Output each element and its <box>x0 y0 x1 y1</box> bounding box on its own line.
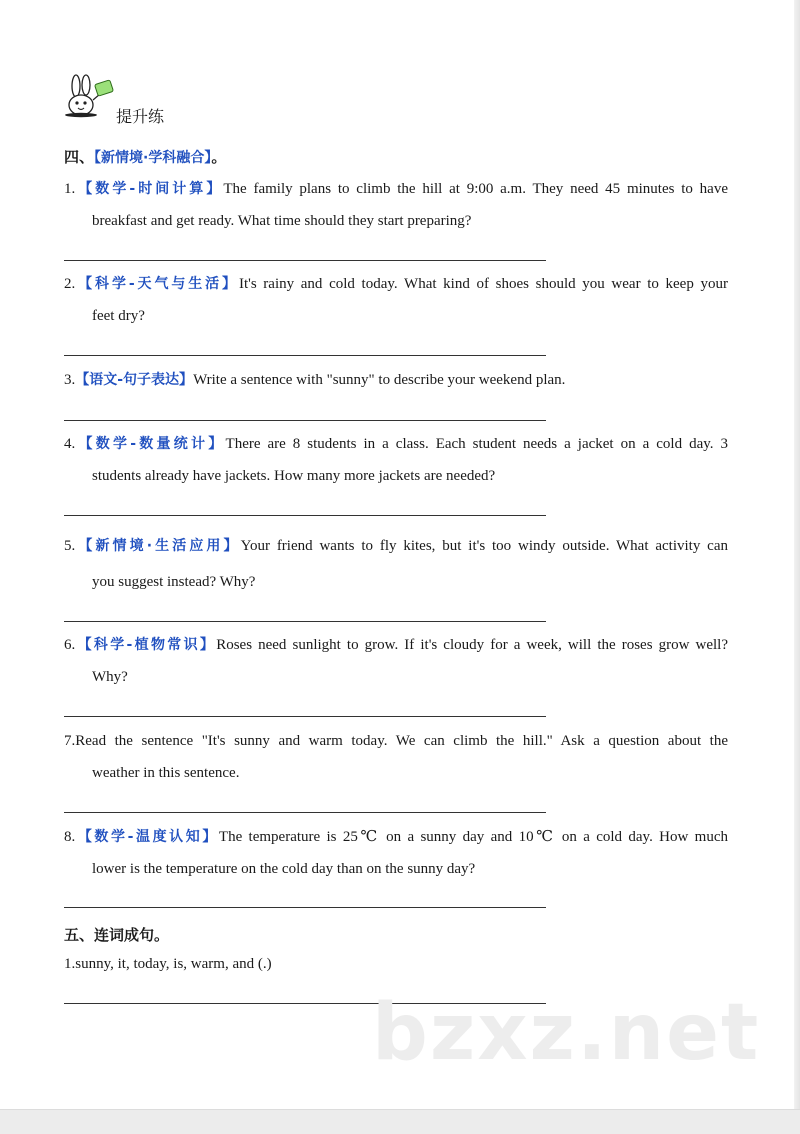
question-tag: 【新情境·生活应用】 <box>75 538 241 554</box>
question-6-line-2: Why? <box>92 669 128 685</box>
question-2-line-1 <box>64 268 728 300</box>
question-3-line-1 <box>64 364 728 396</box>
question-4-line-1 <box>64 428 728 460</box>
question-5-line-2: you suggest instead? Why? <box>92 574 256 590</box>
question-1-line-2: breakfast and get ready. What time should they start preparing? <box>92 213 472 229</box>
question-number: 6. <box>64 637 76 653</box>
answer-line-8[interactable] <box>64 907 546 908</box>
question-8 <box>64 821 728 885</box>
question-8-line-2: lower is the temperature on the cold day than on the sunny day? <box>92 861 476 877</box>
question-4 <box>64 428 728 492</box>
question-7 <box>64 725 728 789</box>
question-text: Write a sentence with "sunny" to describe your weekend plan. <box>193 372 566 388</box>
question-tag: 【科学-天气与生活】 <box>75 276 239 292</box>
section-5-question-1-text: 1.sunny, it, today, is, warm, and (.) <box>64 956 272 972</box>
question-number: 5. <box>64 538 76 554</box>
question-8-line-1 <box>64 821 728 853</box>
question-3 <box>64 364 728 396</box>
question-2-line-2: feet dry? <box>92 308 145 324</box>
question-6 <box>64 629 728 693</box>
section-4-heading <box>64 146 226 167</box>
question-number: 3. <box>64 372 76 388</box>
question-number: 7. <box>64 733 76 749</box>
answer-line-2[interactable] <box>64 355 546 356</box>
answer-line-1[interactable] <box>64 260 546 261</box>
page-bottom-band <box>0 1109 800 1134</box>
section-5-question-1 <box>64 948 728 980</box>
question-6-line-1 <box>64 629 728 661</box>
question-number: 2. <box>64 276 76 292</box>
question-number: 4. <box>64 436 76 452</box>
bunny-mascot-icon <box>62 74 114 118</box>
section-badge: 提升练 <box>116 107 165 126</box>
question-5 <box>64 530 728 598</box>
section-4-prefix: 四、 <box>64 148 95 166</box>
watermark: bzxz.net <box>372 988 761 1078</box>
question-4-line-2: students already have jackets. How many more jackets are needed? <box>92 468 496 484</box>
question-tag: 【科学-植物常识】 <box>75 637 217 653</box>
section-4-tag: 【新情境·学科融合】 <box>94 150 212 166</box>
question-tag: 【语文-句子表达】 <box>75 372 194 388</box>
question-text: There are 8 students in a class. Each student needs a jacket on a cold day. 3 <box>225 436 728 452</box>
answer-line-4[interactable] <box>64 515 546 516</box>
question-1-line-1 <box>64 173 728 205</box>
answer-line-7[interactable] <box>64 812 546 813</box>
question-text: The temperature is 25℃ on a sunny day and 10℃ on a cold day. How much <box>218 829 728 845</box>
question-text: Your friend wants to fly kites, but it's too windy outside. What activity can <box>240 538 728 554</box>
answer-line-3[interactable] <box>64 420 546 421</box>
question-7-line-2: weather in this sentence. <box>92 765 240 781</box>
answer-line-6[interactable] <box>64 716 546 717</box>
question-2 <box>64 268 728 332</box>
question-tag: 【数学-温度认知】 <box>75 829 219 845</box>
question-tag: 【数学-数量统计】 <box>75 436 226 452</box>
question-text: It's rainy and cold today. What kind of shoes should you wear to keep your <box>238 276 728 292</box>
answer-line-5[interactable] <box>64 621 546 622</box>
question-text: The family plans to climb the hill at 9:00 a.m. They need 45 minutes to have <box>223 181 728 197</box>
page-edge <box>794 0 800 1110</box>
question-1 <box>64 173 728 237</box>
question-5-line-1 <box>64 530 728 562</box>
question-text: Roses need sunlight to grow. If it's cloudy for a week, will the roses grow well? <box>216 637 728 653</box>
section-4-suffix: 。 <box>211 148 227 166</box>
question-text: Read the sentence "It's sunny and warm today. We can climb the hill." Ask a question about the <box>75 733 728 749</box>
question-number: 1. <box>64 181 76 197</box>
question-tag: 【数学-时间计算】 <box>75 181 224 197</box>
question-number: 8. <box>64 829 76 845</box>
question-7-line-1 <box>64 725 728 757</box>
section-5-heading: 五、连词成句。 <box>64 926 170 944</box>
